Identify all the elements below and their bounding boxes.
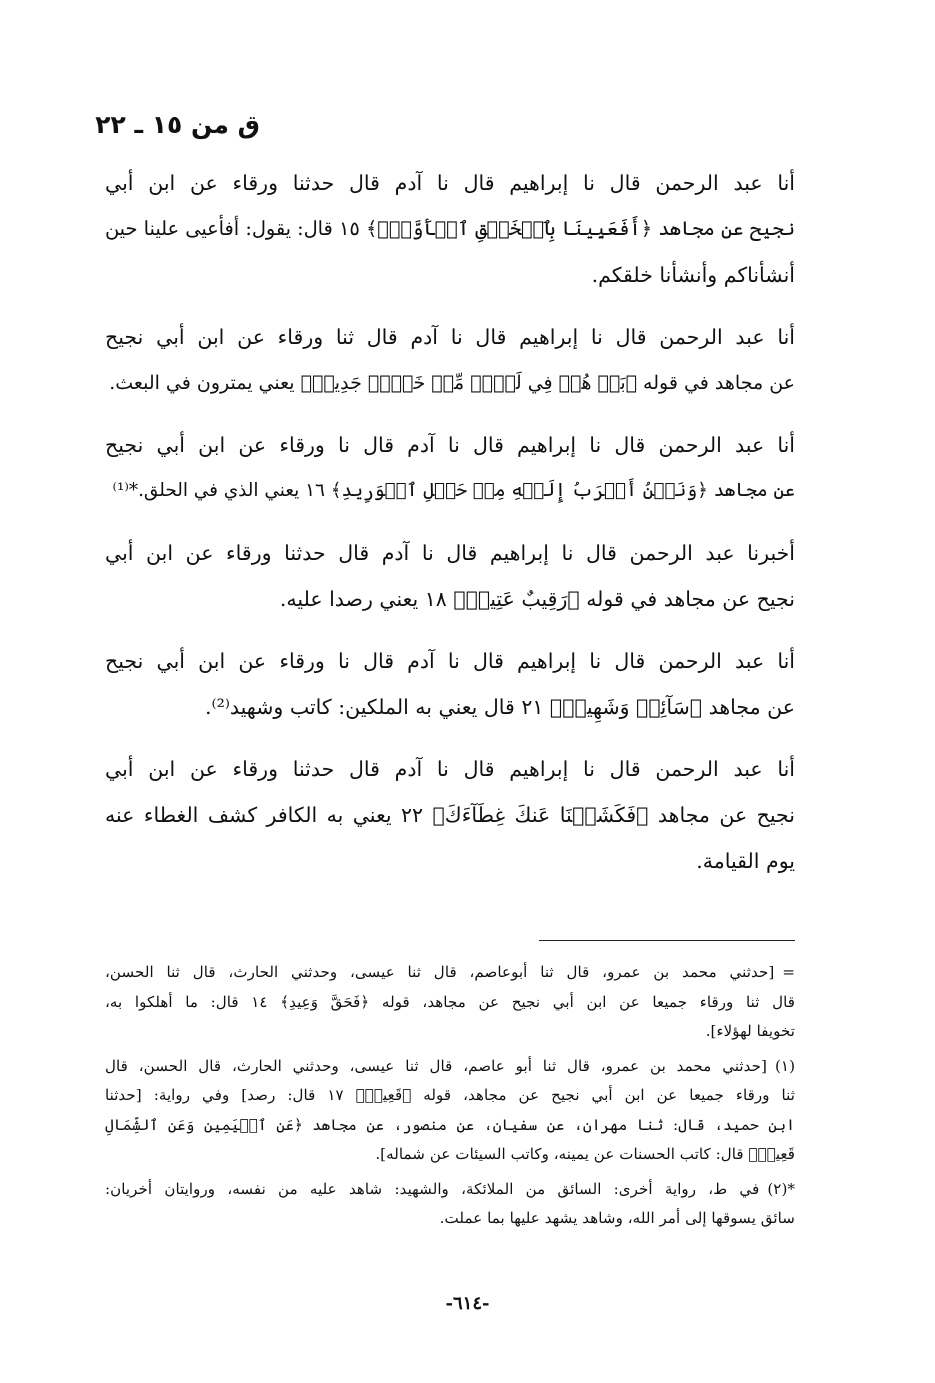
text-line: أنا عبد الرحمن قال نا إبراهيم قال نا آدم قال حدثنا ورقاء عن ابن أبي	[105, 757, 795, 781]
paragraph	[105, 530, 795, 622]
footnote-first-line	[105, 958, 795, 988]
footnote	[105, 1052, 795, 1170]
footnote-line: سائق يسوقها إلى أمر الله، وشاهد يشهد عليها بما عملت.	[439, 1209, 795, 1227]
text-line: أنا عبد الرحمن قال نا إبراهيم قال نا آدم قال حدثنا ورقاء عن ابن أبي	[105, 171, 795, 195]
footnote-line-text: [حدثني محمد بن عمرو، قال ثنا أبو عاصم، قال ثنا عيسى، وحدثني الحارث، قال الحسن، قال	[105, 1056, 767, 1075]
paragraph	[105, 314, 795, 406]
footnote-separator	[539, 940, 795, 941]
footnotes	[105, 958, 795, 1239]
text-line: أنا عبد الرحمن قال نا إبراهيم قال نا آدم قال ثنا ورقاء عن ابن أبي نجيح	[105, 325, 795, 349]
main-text	[105, 160, 795, 900]
text-line: عن مجاهد ﴿سَآئِقٞ وَشَهِيدٞ﴾ ٢١ قال يعني به الملكين: كاتب وشهيد⁽²⁾.	[205, 695, 795, 719]
text-line: أنا عبد الرحمن قال نا إبراهيم قال نا آدم قال نا ورقاء عن ابن أبي نجيح	[105, 649, 795, 673]
paragraph	[105, 160, 795, 298]
text-line: أخبرنا عبد الرحمن قال نا إبراهيم قال نا آدم قال حدثنا ورقاء عن ابن أبي	[105, 541, 795, 565]
footnote-line: قال ثنا ورقاء جميعا عن ابن أبي نجيح عن مجاهد، قوله ﴿فَحَقَّ وَعِيدِ﴾ ١٤ قال: ما أهلكوا به،	[105, 992, 795, 1011]
footnote	[105, 1175, 795, 1234]
paragraph	[105, 746, 795, 884]
footnote-first-line	[105, 1052, 795, 1082]
footnote-marker: (١)	[774, 1056, 795, 1075]
text-line: أنشأناكم وأنشأنا خلقكم.	[591, 263, 795, 287]
paragraph	[105, 638, 795, 730]
text-line: نجيح عن مجاهد ﴿فَكَشَفۡنَا عَنكَ غِطَآءَكَ﴾ ٢٢ يعني به الكافر كشف الغطاء عنه	[105, 803, 795, 827]
footnote-first-line	[105, 1175, 795, 1205]
footnote-line: تخويفا لهؤلاء].	[705, 1022, 795, 1040]
footnote-line-text: في ط، رواية أخرى: السائق من الملائكة، والشهيد: شاهد عليه من نفسه، وروايتان أخريان:	[105, 1179, 760, 1198]
footnote-line: ابن حميد، قال: ثنا مهران، عن سفيان، عن منصور، عن مجاهد ﴿عَنِ ٱلۡيَمِينِ وَعَنِ ٱلشِّمَالِ	[105, 1115, 795, 1134]
page-number: -٦١٤-	[445, 1293, 490, 1314]
footnote-line: ثنا ورقاء جميعا عن ابن أبي نجيح عن مجاهد، قوله ﴿قَعِيدٞ﴾ ١٧ قال: رصد] وفي رواية: [حدثنا	[105, 1086, 795, 1104]
footnote-marker: =	[782, 963, 795, 981]
footnote	[105, 958, 795, 1047]
section-heading: ق من ١٥ ـ ٢٢	[95, 110, 260, 139]
footnote-marker: *(٢)	[767, 1179, 795, 1198]
text-line: عن مجاهد في قوله ﴿بَلۡ هُمۡ فِي لَبۡسٖ مِّنۡ خَلۡقٖ جَدِيدٖ﴾ يعني يمترون في البعث.	[109, 372, 795, 394]
footnote-line: قَعِيدٞ﴾ قال: كاتب الحسنات عن يمينه، وكاتب السيئات عن شماله].	[375, 1145, 795, 1163]
text-line: أنا عبد الرحمن قال نا إبراهيم قال نا آدم قال نا ورقاء عن ابن أبي نجيح	[105, 433, 795, 457]
paragraph	[105, 422, 795, 514]
text-line: نجيح عن مجاهد في قوله ﴿رَقِيبٌ عَتِيدٞ﴾ ١٨ يعني رصدا عليه.	[279, 587, 795, 611]
footnote-line-text: [حدثني محمد بن عمرو، قال ثنا أبوعاصم، قال ثنا عيسى، وحدثني الحارث، قال ثنا الحسن،	[105, 963, 775, 981]
text-line: نجيح عن مجاهد ﴿أَفَعَيِينَا بِٱلۡخَلۡقِ ٱلۡأَوَّلِۚ﴾ ١٥ قال: يقول: أفأعيى علينا حين	[105, 217, 796, 240]
text-line: يوم القيامة.	[696, 849, 795, 873]
text-line: عن مجاهد ﴿وَنَحۡنُ أَقۡرَبُ إِلَيۡهِ مِنۡ حَبۡلِ ٱلۡوَرِيدِ﴾ ١٦ يعني الذي في الحلق.*⁽¹⁾	[112, 480, 795, 501]
